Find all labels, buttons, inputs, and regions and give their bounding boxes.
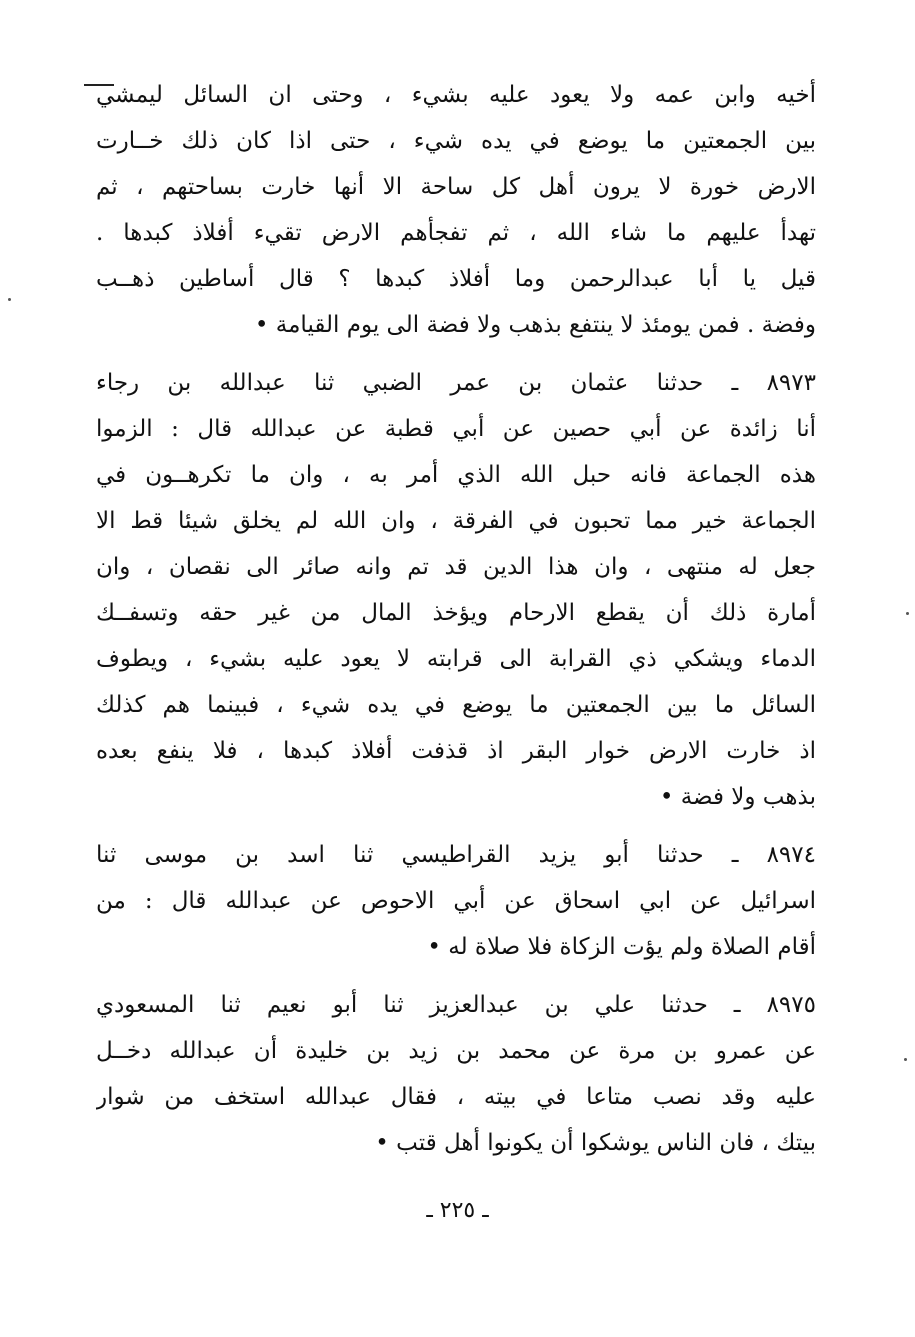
text-line: ٨٩٧٤ ـ حدثنا أبو يزيد القراطيسي ثنا اسد بن موسى ثنا (96, 842, 816, 868)
text-line: هذه الجماعة فانه حبل الله الذي أمر به ، وان ما تكرهــون في (96, 462, 816, 488)
text-line: اسرائيل عن ابي اسحاق عن أبي الاحوص عن عبدالله قال : من (96, 888, 816, 914)
text-line: بيتك ، فان الناس يوشكوا أن يكونوا أهل قتب • (375, 1130, 816, 1156)
margin-dot (904, 1058, 907, 1061)
text-line: ٨٩٧٥ ـ حدثنا علي بن عبدالعزيز ثنا أبو نعيم ثنا المسعودي (96, 992, 816, 1018)
text-line: أقام الصلاة ولم يؤت الزكاة فلا صلاة له • (427, 934, 816, 960)
text-line: أنا زائدة عن أبي حصين عن أبي قطبة عن عبدالله قال : الزموا (96, 416, 816, 442)
text-line: أخيه وابن عمه ولا يعود عليه بشيء ، وحتى ان السائل ليمشي (96, 82, 816, 108)
text-line: تهدأ عليهم ما شاء الله ، ثم تفجأهم الارض تقيء أفلاذ كبدها . (96, 220, 816, 246)
text-line: الارض خورة لا يرون أهل كل ساحة الا أنها خارت بساحتهم ، ثم (96, 174, 816, 200)
paragraph-hadith-8974 (96, 832, 816, 970)
text-line: ٨٩٧٣ ـ حدثنا عثمان بن عمر الضبي ثنا عبدالله بن رجاء (96, 370, 816, 396)
page-number: ـ ٢٢٥ ـ (426, 1198, 489, 1223)
paragraph-hadith-8975 (96, 982, 816, 1166)
text-line: قيل يا أبا عبدالرحمن وما أفلاذ كبدها ؟ قال أساطين ذهــب (96, 266, 816, 292)
text-line: جعل له منتهى ، وان هذا الدين قد تم وانه صائر الى نقصان ، وان (96, 554, 816, 580)
text-line: السائل ما بين الجمعتين ما يوضع في يده شيء ، فبينما هم كذلك (96, 692, 816, 718)
text-line: الدماء ويشكي ذي القرابة الى قرابته لا يعود عليه بشيء ، ويطوف (96, 646, 816, 672)
margin-dot (906, 612, 909, 615)
paragraph-continuation (96, 72, 816, 348)
text-line: بذهب ولا فضة • (659, 784, 816, 810)
paragraph-hadith-8973 (96, 360, 816, 820)
text-line: أمارة ذلك أن يقطع الارحام ويؤخذ المال من غير حقه وتسفــك (96, 600, 816, 626)
text-line: اذ خارت الارض خوار البقر اذ قذفت أفلاذ كبدها ، فلا ينفع بعده (96, 738, 816, 764)
text-line: عن عمرو بن مرة عن محمد بن زيد بن خليدة أن عبدالله دخــل (96, 1038, 816, 1064)
text-line: وفضة . فمن يومئذ لا ينتفع بذهب ولا فضة الى يوم القيامة • (254, 312, 816, 338)
text-line: الجماعة خير مما تحبون في الفرقة ، وان الله لم يخلق شيئا قط الا (96, 508, 816, 534)
margin-dot (8, 298, 11, 301)
text-line: عليه وقد نصب متاعا في بيته ، فقال عبدالله استخف من شوار (96, 1084, 816, 1110)
text-line: بين الجمعتين ما يوضع في يده شيء ، حتى اذا كان ذلك خــارت (96, 128, 816, 154)
